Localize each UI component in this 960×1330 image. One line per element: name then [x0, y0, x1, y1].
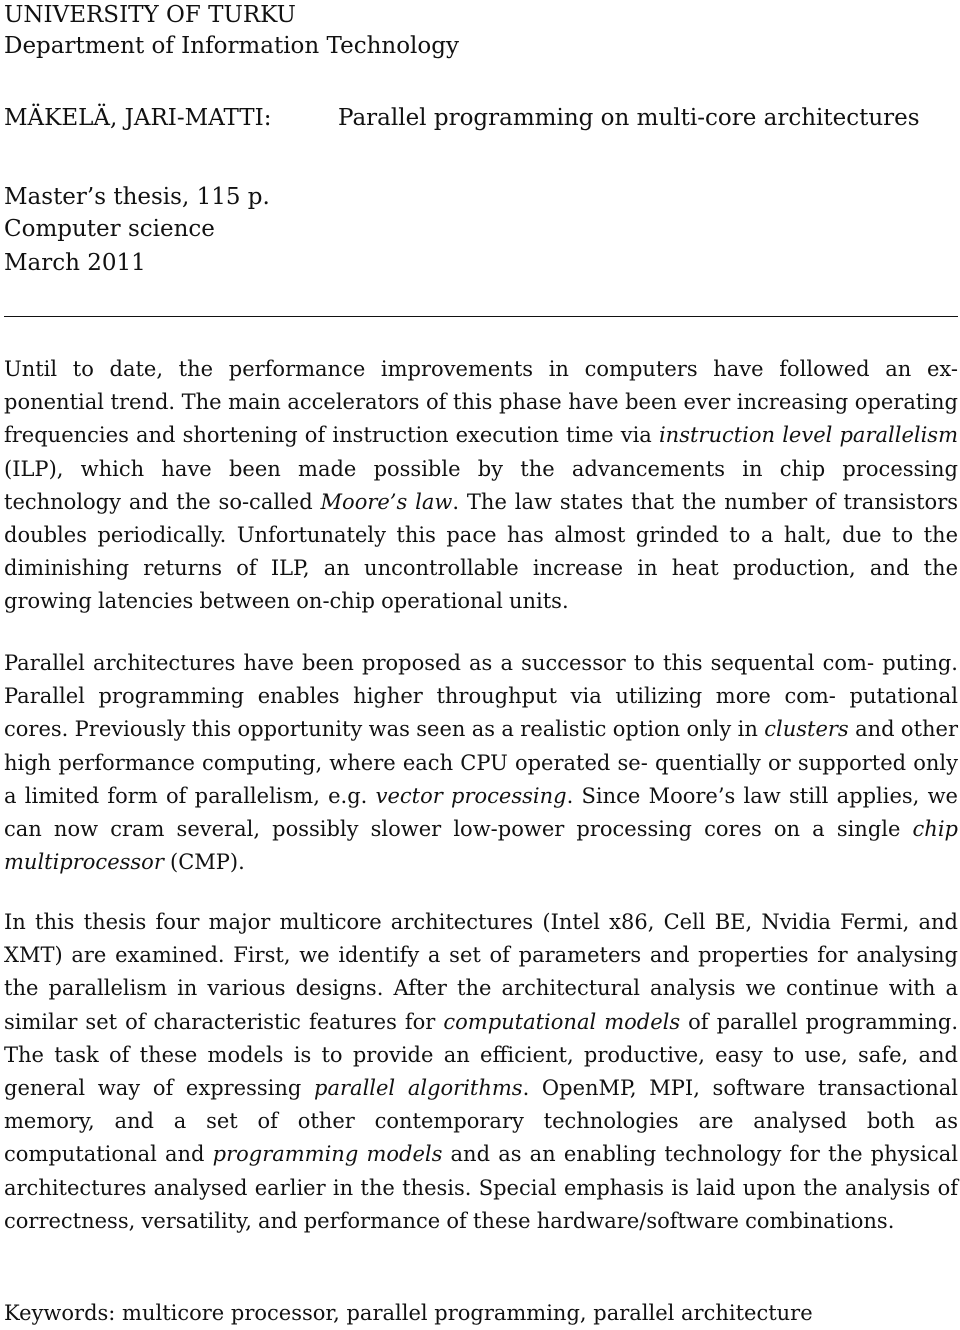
subject: Computer science	[4, 216, 215, 242]
p2-text-5: quentially or supported only a limited form of parallelism, e.g.	[4, 750, 958, 808]
abstract-paragraph-1	[4, 353, 958, 619]
header-divider	[4, 316, 958, 317]
p2-text-4: and other high performance computing, where each CPU operated se-	[4, 717, 958, 775]
abstract-paragraph-2	[4, 647, 958, 879]
keywords: Keywords: multicore processor, parallel programming, parallel architecture	[4, 1301, 813, 1325]
p1-text-5: . The law states that the number of transistors doubles periodically. Unfortunately this pace has almost grinded to a halt, due to the diminishing returns of ILP, an uncontrollable increase in heat production, and the growing latencies between on-chip operational units.	[4, 489, 959, 614]
p1-emph-moores-law: Moore’s law	[320, 489, 453, 514]
p1-text-1: ponential trend. The main accelerators of this phase have been ever increasing operating frequencies and shortening of instruction execution time via	[4, 390, 958, 448]
date: March 2011	[4, 250, 146, 276]
p2-emph-vector-processing: vector processing	[375, 783, 567, 808]
p1-text-0: Until to date, the performance improvements in computers have followed an ex-	[4, 357, 958, 381]
p3-emph-parallel-algorithms: parallel algorithms	[314, 1076, 523, 1101]
p2-text-1: puting. Parallel programming enables higher throughput via utilizing more com-	[4, 651, 958, 709]
p3-emph-programming-models: programming models	[212, 1142, 443, 1167]
p2-text-9: (CMP).	[163, 850, 245, 875]
thesis-type: Master’s thesis, 115 p.	[4, 184, 270, 210]
p3-text-6: and as an enabling technology for the physical architectures analysed earlier in the thesis. Special emphasis is laid upon the analysis of correctness, versatility, and performance of these hardware/software combinations.	[4, 1142, 959, 1233]
p3-text-2: of parallel programming. The task of these models is to provide an efficient, productive, easy to use, safe, and general way of expressing	[4, 1009, 958, 1101]
p2-text-7: . Since Moore’s law still applies, we can now cram several, possibly slower low-power processing cores on a single	[4, 783, 958, 842]
abstract-paragraph-3	[4, 906, 958, 1238]
p2-text-0: Parallel architectures have been proposed as a successor to this sequental com-	[4, 651, 875, 675]
p3-emph-computational-models: computational models	[443, 1009, 681, 1034]
thesis-title: Parallel programming on multi-core architectures	[338, 105, 920, 131]
department-name: Department of Information Technology	[4, 33, 459, 59]
p2-emph-cmp: chip multiprocessor	[4, 817, 958, 875]
p3-text-0: In this thesis four major multicore architectures (Intel x86, Cell BE, Nvidia Fermi, and XMT) are examined. First, we identify a set of parameters and properties for analysing the parallelism in various designs. After the architectural analysis we continue with a similar set of characteristic features for	[4, 910, 958, 1034]
author-name: MÄKELÄ, JARI-MATTI:	[4, 105, 272, 131]
p2-text-2: putational cores. Previously this opportunity was seen as a realistic option only in	[4, 684, 958, 742]
p3-text-4: . OpenMP, MPI, software transactional memory, and a set of other contemporary technologies are analysed both as computational and	[4, 1076, 958, 1167]
university-name: UNIVERSITY OF TURKU	[4, 2, 296, 28]
p2-emph-clusters: clusters	[764, 717, 849, 742]
p1-text-3: (ILP), which have been made possible by the advancements in chip processing technology and the so-called	[4, 456, 958, 514]
p1-emph-ilp: instruction level parallelism	[658, 423, 958, 448]
